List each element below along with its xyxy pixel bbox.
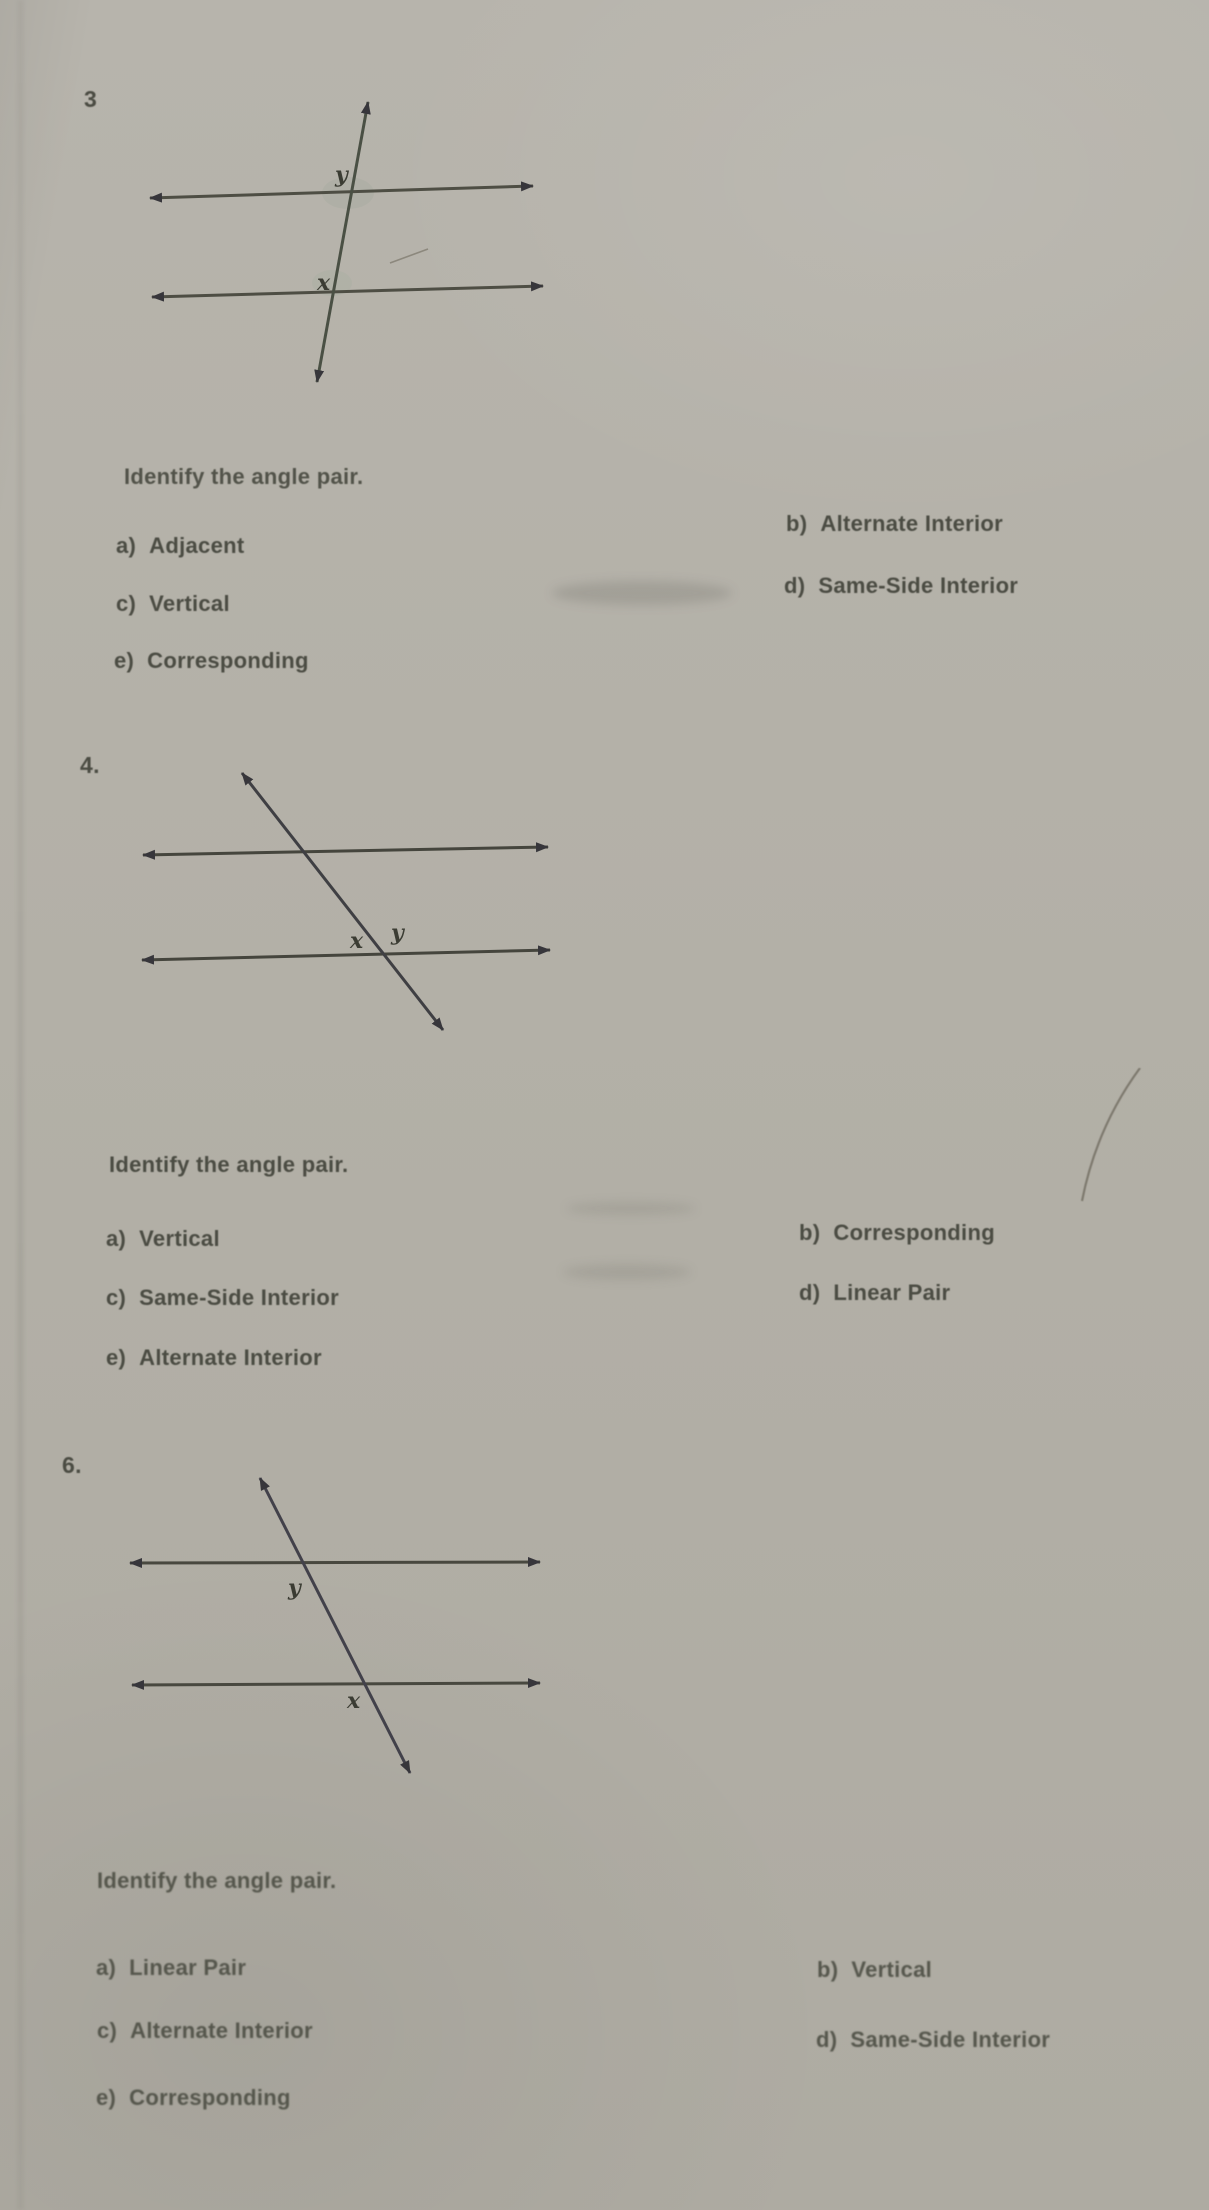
angle-label-x: x bbox=[347, 1688, 361, 1714]
prompt-text: Identify the angle pair. bbox=[97, 1868, 337, 1893]
option-e bbox=[96, 2085, 291, 2111]
smudge bbox=[563, 1264, 691, 1280]
option-key: e) bbox=[114, 648, 135, 673]
option-b bbox=[786, 511, 1003, 537]
option-b bbox=[799, 1220, 995, 1246]
option-key: d) bbox=[816, 2027, 838, 2052]
option-label: Same-Side Interior bbox=[818, 573, 1019, 598]
angle-label-x: x bbox=[317, 270, 331, 296]
problem-number: 6. bbox=[62, 1452, 82, 1478]
pencil-mark bbox=[1078, 1068, 1148, 1203]
option-label: Linear Pair bbox=[833, 1280, 951, 1305]
option-key: d) bbox=[799, 1280, 821, 1305]
option-label: Same-Side Interior bbox=[139, 1285, 339, 1310]
option-d bbox=[784, 573, 1018, 599]
option-key: e) bbox=[96, 2085, 117, 2110]
option-a bbox=[96, 1955, 246, 1981]
angle-diagram bbox=[90, 58, 570, 403]
option-key: c) bbox=[97, 2018, 118, 2043]
option-label: Corresponding bbox=[147, 648, 309, 673]
angle-diagram bbox=[80, 1440, 580, 1800]
option-a bbox=[106, 1226, 220, 1252]
option-key: d) bbox=[784, 573, 806, 598]
problem-number: 4. bbox=[80, 752, 100, 778]
option-label: Alternate Interior bbox=[820, 511, 1004, 536]
angle-label-x: x bbox=[350, 928, 364, 954]
paper-crease bbox=[18, 0, 23, 2210]
parallel-line-bottom bbox=[132, 1683, 540, 1685]
parallel-line-top bbox=[130, 1562, 540, 1563]
option-c bbox=[97, 2018, 313, 2044]
option-label: Corresponding bbox=[129, 2085, 291, 2110]
option-key: a) bbox=[96, 1955, 117, 1980]
option-c bbox=[116, 591, 230, 617]
prompt-text: Identify the angle pair. bbox=[124, 464, 364, 489]
problem-number: 3 bbox=[84, 86, 98, 112]
option-key: b) bbox=[786, 511, 808, 536]
smudge bbox=[552, 581, 732, 605]
option-label: Vertical bbox=[139, 1226, 220, 1251]
option-d bbox=[799, 1280, 950, 1306]
option-key: a) bbox=[116, 533, 137, 558]
smudge bbox=[566, 1202, 696, 1215]
option-b bbox=[817, 1957, 932, 1983]
option-key: b) bbox=[817, 1957, 839, 1982]
option-label: Vertical bbox=[851, 1957, 933, 1982]
option-key: b) bbox=[799, 1220, 821, 1245]
angle-label-y: y bbox=[335, 162, 348, 188]
option-label: Alternate Interior bbox=[130, 2018, 313, 2043]
parallel-line-bottom bbox=[142, 950, 550, 960]
transversal-line bbox=[260, 1478, 410, 1773]
option-key: a) bbox=[106, 1226, 127, 1251]
option-key: e) bbox=[106, 1345, 127, 1370]
option-a bbox=[116, 533, 244, 559]
angle-diagram bbox=[80, 740, 580, 1060]
transversal-line bbox=[317, 102, 368, 382]
prompt-text: Identify the angle pair. bbox=[109, 1152, 349, 1177]
option-key: c) bbox=[116, 591, 137, 616]
angle-label-y: y bbox=[391, 920, 404, 946]
transversal-line bbox=[242, 773, 443, 1030]
option-d bbox=[816, 2027, 1050, 2053]
option-e bbox=[114, 648, 309, 674]
option-label: Linear Pair bbox=[129, 1955, 247, 1980]
option-label: Vertical bbox=[149, 591, 230, 616]
option-label: Adjacent bbox=[149, 533, 245, 558]
angle-label-y: y bbox=[288, 1575, 301, 1601]
option-e bbox=[106, 1345, 322, 1371]
pencil-streak bbox=[390, 249, 428, 263]
parallel-line-top bbox=[143, 847, 548, 855]
option-key: c) bbox=[106, 1285, 127, 1310]
option-label: Corresponding bbox=[833, 1220, 995, 1245]
option-label: Same-Side Interior bbox=[850, 2027, 1051, 2052]
option-label: Alternate Interior bbox=[139, 1345, 322, 1370]
option-c bbox=[106, 1285, 339, 1311]
